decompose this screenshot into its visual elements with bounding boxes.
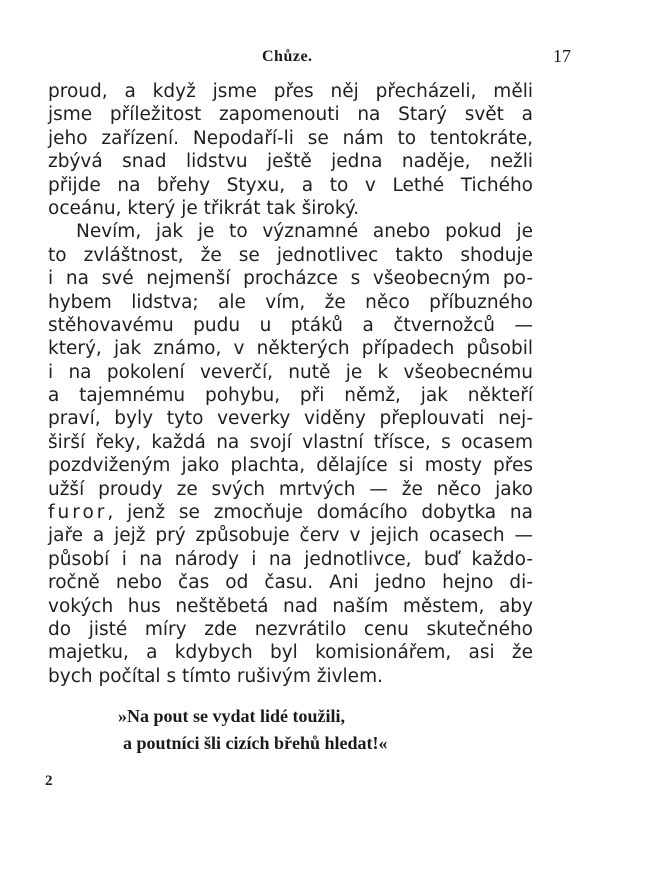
body-text	[48, 80, 533, 688]
text-line: jsme příležitost zapomenouti na Starý svět a	[48, 104, 533, 126]
printer-signature-mark: 2	[45, 773, 53, 789]
text-line: jeho zařízení. Nepodaří-li se nám to tentokráte,	[48, 127, 533, 149]
emphasized-word: furor	[48, 502, 108, 524]
quote-line: a poutníci šli cizích břehů hledat!«	[123, 733, 388, 753]
text-line: do jisté míry zde nezvrátilo cenu skutečného	[48, 618, 533, 640]
text-line: Nevím, jak je to významné anebo pokud je	[76, 221, 533, 243]
text-line: přijde na břehy Styxu, a to v Lethé Tichého	[48, 174, 533, 196]
text-line	[48, 501, 533, 524]
text-line: užší proudy ze svých mrtvých — že něco jako	[48, 478, 533, 500]
text-line: to zvláštnost, že se jednotlivec takto shoduje	[48, 244, 533, 266]
text-line: majetku, a kdybych byl komisionářem, asi že	[48, 642, 533, 664]
text-line: oceánu, který je třikrát tak široký.	[48, 197, 360, 219]
text-line: i na své nejmenší procházce s všeobecným po-	[48, 268, 533, 290]
quote-line: »Na pout se vydat lidé toužili,	[118, 706, 346, 726]
text-line: a tajemnému pohybu, při němž, jak někteří	[48, 385, 533, 407]
text-line: proud, a když jsme přes něj přecházeli, měli	[48, 81, 533, 102]
running-title: Chůze.	[262, 48, 313, 65]
paragraph-1	[48, 80, 533, 220]
text-line: širší řeky, každá na svojí vlastní třísce, s ocasem	[48, 431, 533, 453]
verse-quote	[118, 703, 388, 757]
text-line: pozdviženým jako plachta, dělajíce si mosty přes	[48, 455, 533, 477]
page-number: 17	[553, 46, 571, 66]
text-line: ročně nebo čas od času. Ani jedno hejno di-	[48, 572, 533, 594]
text-line: vokých hus neštěbetá nad naším městem, aby	[48, 595, 533, 617]
text-line: hybem lidstva; ale vím, že něco příbuzného	[48, 291, 533, 313]
text-line: jaře a jejž prý způsobuje červ v jejich ocasech —	[48, 525, 533, 547]
text-line: který, jak známo, v některých případech působil	[48, 338, 533, 360]
text-line: praví, byly tyto veverky viděny přeplouvati nej-	[48, 408, 533, 430]
paragraph-2	[48, 220, 533, 688]
text-line-rest: , jenž se zmocňuje domácího dobytka na	[107, 502, 533, 524]
text-line: zbývá snad lidstvu ještě jedna naděje, nežli	[48, 151, 533, 173]
text-line: působí i na národy i na jednotlivce, buď každo-	[48, 548, 533, 570]
text-line: i na pokolení veverčí, nutě je k všeobecnému	[48, 361, 533, 383]
text-line: bych počítal s tímto rušivým živlem.	[48, 665, 383, 687]
text-line: stěhovavému pudu u ptáků a čtvernožců —	[48, 314, 533, 336]
